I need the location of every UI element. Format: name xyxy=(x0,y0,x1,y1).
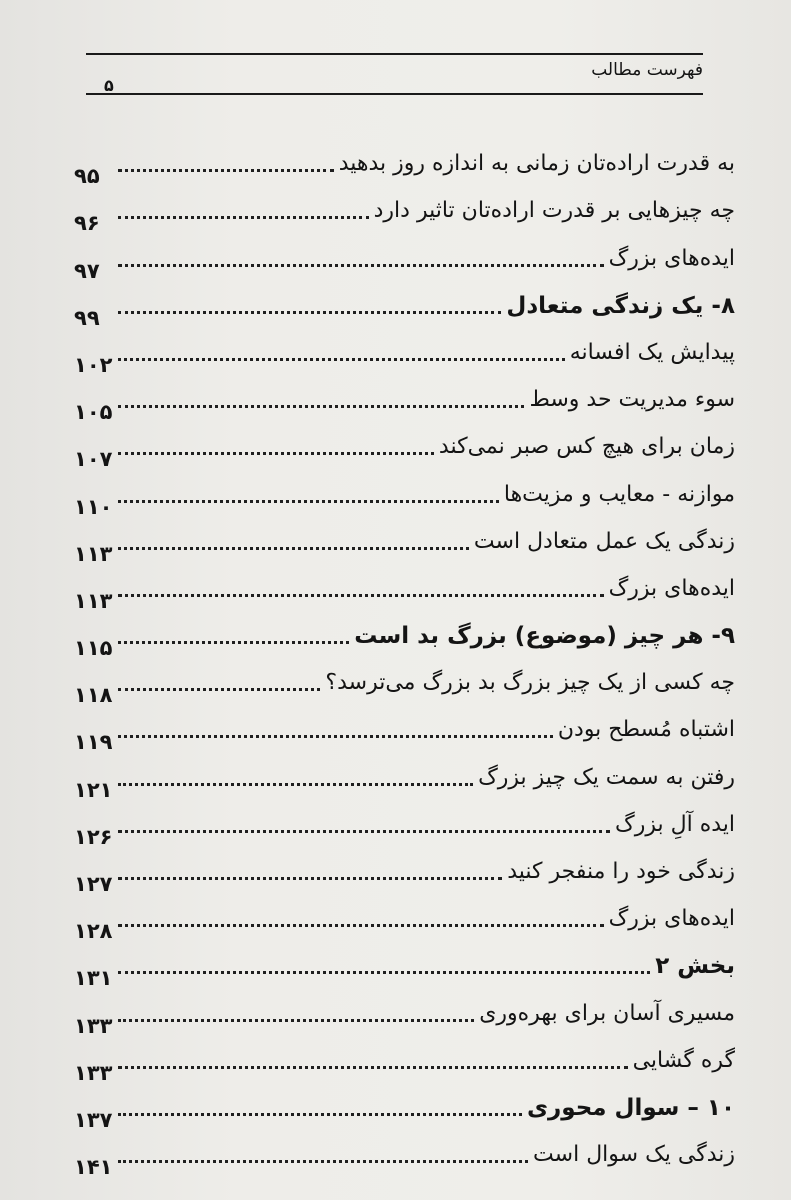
dot-leader xyxy=(118,311,501,314)
table-of-contents xyxy=(74,131,735,1180)
toc-row xyxy=(74,697,735,755)
toc-row xyxy=(74,509,735,566)
toc-row xyxy=(74,414,735,472)
toc-entry-title: گره گشایی xyxy=(632,1047,735,1073)
toc-entry-page: ۱۱۵ xyxy=(74,636,113,661)
toc-entry-title: اشتباه مُسطح بودن xyxy=(557,717,735,743)
dot-leader xyxy=(118,216,369,219)
toc-row xyxy=(74,225,735,283)
toc-entry-page: ۱۲۶ xyxy=(74,824,113,849)
dot-leader xyxy=(118,1066,628,1069)
toc-entry-page: ۱۲۱ xyxy=(74,777,113,802)
toc-entry-page: ۱۳۱ xyxy=(74,966,113,991)
dot-leader xyxy=(118,264,604,267)
toc-entry-page: ۱۲۷ xyxy=(74,872,113,896)
toc-entry-page: ۹۶ xyxy=(74,211,100,236)
toc-entry-title: زندگی یک سوال است xyxy=(533,1142,735,1168)
toc-entry-title: مسیری آسان برای بهره‌وری xyxy=(479,1000,735,1026)
toc-row xyxy=(74,886,735,944)
toc-row xyxy=(74,556,735,613)
dot-leader xyxy=(118,1019,474,1022)
toc-row xyxy=(74,320,735,377)
dot-leader xyxy=(118,1160,528,1163)
dot-leader xyxy=(118,783,473,786)
toc-row xyxy=(74,980,735,1038)
toc-row xyxy=(74,744,735,802)
toc-entry-page: ۱۰۷ xyxy=(74,447,113,472)
toc-entry-page: ۹۷ xyxy=(74,258,100,283)
toc-entry-page: ۱۱۳ xyxy=(74,541,113,566)
toc-row xyxy=(74,650,735,708)
dot-leader xyxy=(118,971,650,974)
toc-entry-page: ۱۳۷ xyxy=(74,1107,113,1132)
toc-entry-title: چه کسی از یک چیز بزرگ بد بزرگ می‌ترسد؟ xyxy=(325,670,735,696)
toc-chapter-row xyxy=(74,1075,735,1132)
dot-leader xyxy=(118,877,502,880)
toc-entry-page: ۱۱۳ xyxy=(74,588,113,613)
toc-entry-title: بخش ۲ xyxy=(655,953,735,980)
toc-entry-title: ۹- هر چیز (موضوع) بزرگ بد است xyxy=(354,623,735,650)
dot-leader xyxy=(118,924,604,927)
toc-row xyxy=(74,178,735,236)
toc-entry-title: چه چیزهایی بر قدرت اراده‌تان تاثیر دارد xyxy=(373,198,735,224)
toc-entry-page: ۹۹ xyxy=(74,305,100,330)
toc-entry-title: زندگی یک عمل متعادل است xyxy=(473,528,735,554)
dot-leader xyxy=(118,1113,522,1116)
running-title: فهرست مطالب xyxy=(591,60,703,80)
toc-entry-title: ایده‌های بزرگ xyxy=(608,575,735,601)
toc-entry-page: ۱۳۳ xyxy=(74,1013,113,1038)
toc-entry-title: ایده آلِ بزرگ xyxy=(615,811,735,837)
toc-row xyxy=(74,792,735,849)
dot-leader xyxy=(118,735,553,738)
dot-leader xyxy=(118,358,565,361)
header-bottom-rule xyxy=(86,93,703,95)
dot-leader xyxy=(118,547,469,550)
dot-leader xyxy=(118,405,524,408)
toc-entry-title: ایده‌های بزرگ xyxy=(608,245,735,271)
toc-entry-title: موازنه - معایب و مزیت‌ها xyxy=(503,481,735,507)
toc-row xyxy=(74,367,735,425)
toc-entry-page: ۱۴۱ xyxy=(74,1155,113,1180)
toc-entry-title: زندگی خود را منفجر کنید xyxy=(507,859,735,884)
header-top-rule xyxy=(86,53,703,55)
dot-leader xyxy=(118,452,434,455)
toc-row xyxy=(74,1028,735,1085)
toc-entry-title: زمان برای هیچ کس صبر نمی‌کند xyxy=(438,434,735,460)
toc-chapter-row xyxy=(74,273,735,330)
toc-entry-page: ۱۱۹ xyxy=(74,730,113,755)
toc-entry-page: ۱۱۸ xyxy=(74,683,113,708)
dot-leader xyxy=(118,830,610,833)
toc-entry-title: ایده‌های بزرگ xyxy=(608,906,735,932)
toc-entry-page: ۱۲۸ xyxy=(74,919,113,944)
toc-entry-page: ۹۵ xyxy=(74,164,100,189)
toc-chapter-row xyxy=(74,603,735,661)
toc-entry-title: به قدرت اراده‌تان زمانی به اندازه روز بدهید xyxy=(338,151,735,177)
toc-entry-page: ۱۰۵ xyxy=(74,400,113,425)
dot-leader xyxy=(118,641,349,644)
toc-entry-title: سوء مدیریت حد وسط xyxy=(529,387,735,413)
toc-row xyxy=(74,839,735,896)
dot-leader xyxy=(118,169,334,172)
dot-leader xyxy=(118,688,320,691)
toc-row xyxy=(74,131,735,189)
toc-entry-title: رفتن به سمت یک چیز بزرگ xyxy=(478,764,735,790)
toc-chapter-row xyxy=(74,933,735,991)
page-number: ۵ xyxy=(104,76,114,95)
toc-entry-page: ۱۰۲ xyxy=(74,352,113,377)
toc-row xyxy=(74,461,735,519)
toc-row xyxy=(74,1122,735,1180)
dot-leader xyxy=(118,594,604,597)
toc-entry-page: ۱۳۳ xyxy=(74,1060,113,1085)
toc-entry-title: ۸- یک زندگی متعادل xyxy=(506,292,735,319)
toc-entry-page: ۱۱۰ xyxy=(74,494,113,519)
toc-entry-title: پیدایش یک افسانه xyxy=(569,339,735,365)
dot-leader xyxy=(118,500,499,503)
toc-entry-title: ۱۰ – سوال محوری xyxy=(526,1094,735,1121)
